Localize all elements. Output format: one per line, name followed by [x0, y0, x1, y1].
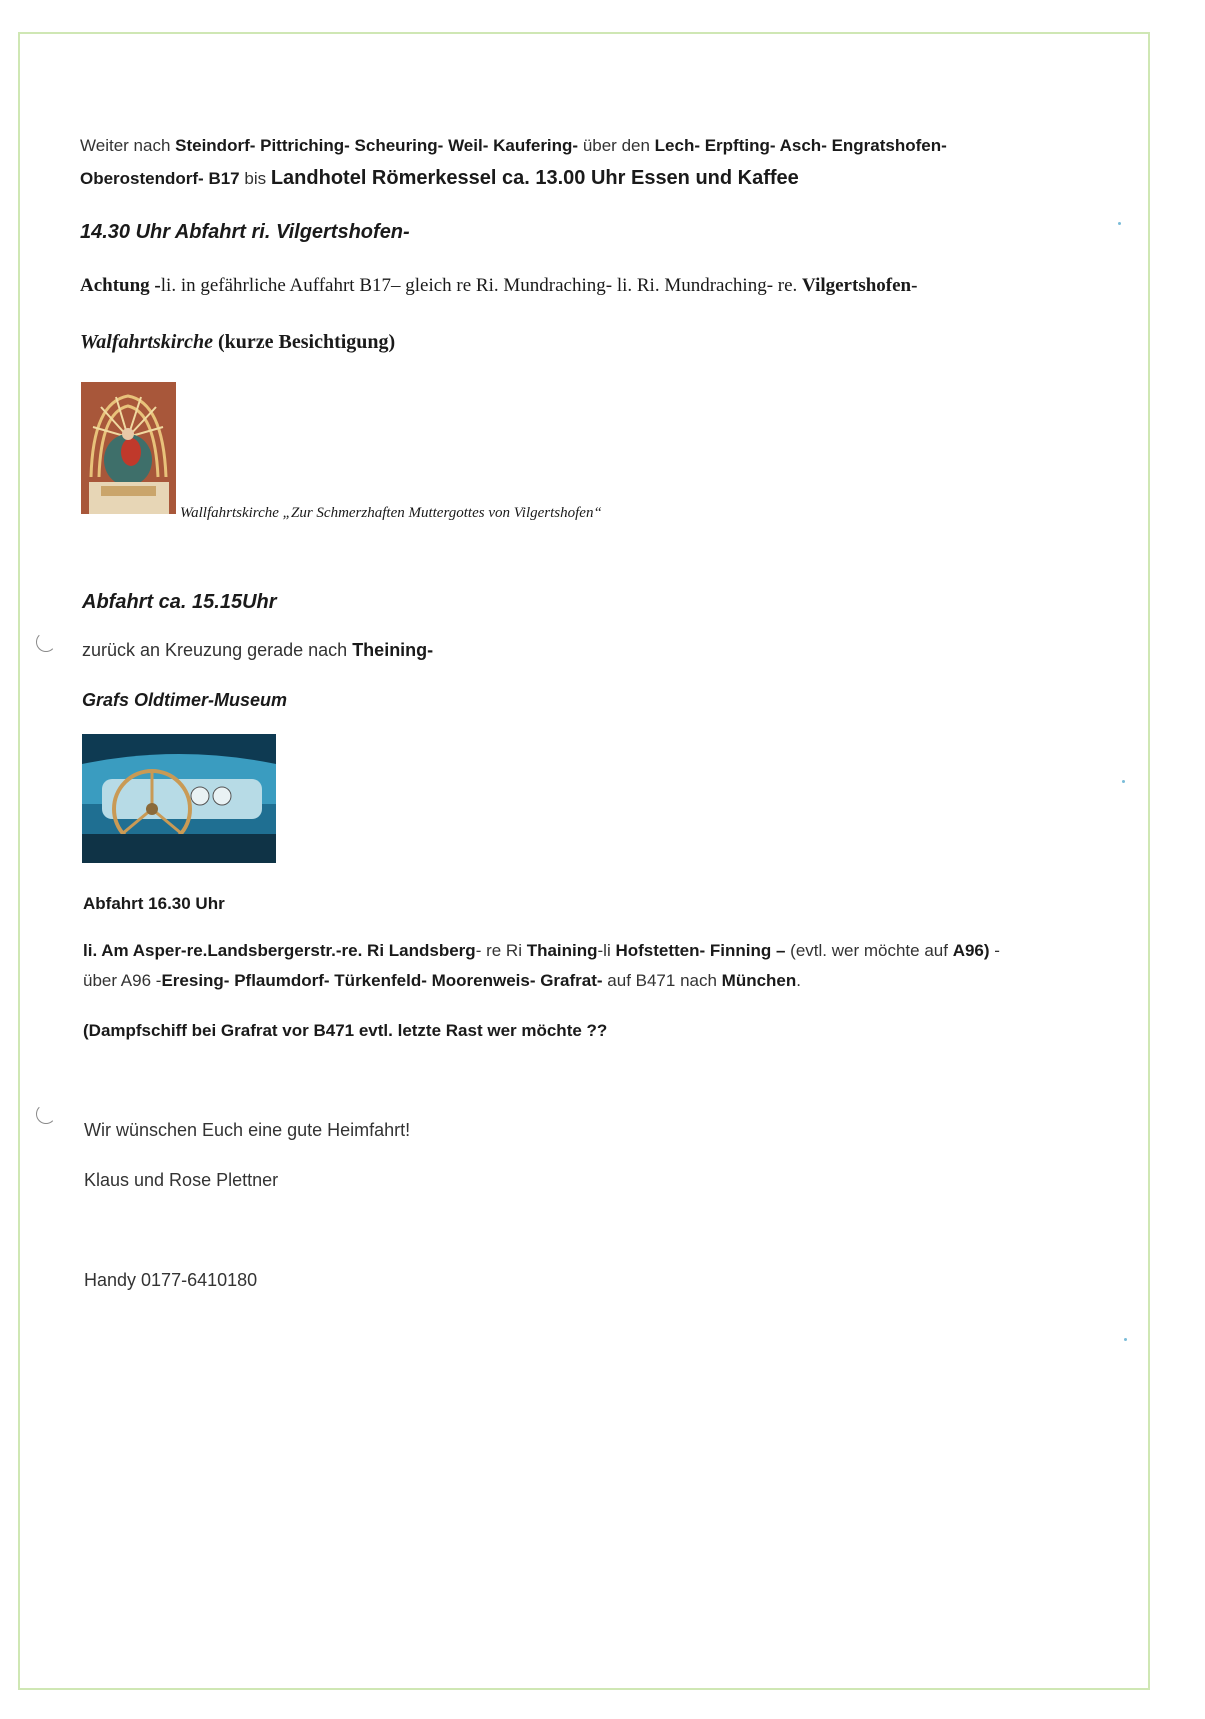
text-ueber-den: über den: [578, 136, 655, 155]
text-li: -li: [597, 941, 616, 960]
text-a96: A96): [952, 941, 990, 960]
route-line-zurueck: [82, 640, 433, 662]
scan-dot: [1118, 222, 1121, 225]
church-altar-image: [81, 382, 176, 514]
text-period: .: [796, 971, 801, 990]
text-evtl: (evtl. wer möchte auf: [785, 941, 953, 960]
text-re-ri: - re Ri: [475, 941, 527, 960]
scan-dot: [1122, 780, 1125, 783]
scan-mark: [36, 1104, 56, 1124]
route-line-2: [80, 166, 799, 190]
text-weiter-nach: Weiter nach: [80, 136, 176, 155]
phone-number: Handy 0177-6410180: [84, 1270, 258, 1290]
museum-heading: Grafs Oldtimer-Museum: [82, 690, 288, 710]
route-line-walfahrtskirche: [80, 330, 395, 354]
text-walfahrtskirche: Walfahrtskirche: [80, 331, 213, 353]
text-auf-b471: auf B471 nach: [602, 971, 722, 990]
church-image-caption: Wallfahrtskirche „Zur Schmerzhaften Muttergottes von Vilgertshofen“: [180, 505, 602, 521]
text-asper: li. Am Asper-re.Landsbergerstr.-re. Ri Landsberg: [83, 941, 476, 960]
text-places-2: Lech- Erpfting- Asch- Engratshofen-: [654, 136, 947, 155]
text-achtung: Achtung -: [80, 275, 161, 296]
text-places-1: Steindorf- Pittriching- Scheuring- Weil- Kaufering-: [175, 136, 579, 155]
route-line-asper: [83, 941, 1000, 961]
departure-heading-1430: 14.30 Uhr Abfahrt ri. Vilgertshofen-: [80, 221, 410, 243]
route-line-dampfschiff: (Dampfschiff bei Grafrat vor B471 evtl. letzte Rast wer möchte ??: [83, 1021, 608, 1040]
departure-heading-1515: Abfahrt ca. 15.15Uhr: [82, 591, 277, 613]
route-line-1: [80, 136, 947, 156]
text-vilgertshofen: Vilgertshofen-: [802, 275, 918, 296]
route-line-achtung: [80, 275, 917, 298]
text-dash: -: [989, 941, 1000, 960]
closing-signature: Klaus und Rose Plettner: [84, 1170, 279, 1190]
scan-mark: [36, 632, 56, 652]
text-thaining: Thaining: [526, 941, 598, 960]
closing-greeting: Wir wünschen Euch eine gute Heimfahrt!: [84, 1120, 411, 1140]
text-landhotel: Landhotel Römerkessel ca. 13.00 Uhr Essen und Kaffee: [270, 167, 799, 189]
text-eresing: Eresing- Pflaumdorf- Türkenfeld- Moorenweis- Grafrat-: [161, 971, 603, 990]
oldtimer-dashboard-image: [82, 734, 276, 863]
text-ueber-a96: über A96 -: [83, 971, 162, 990]
text-theining: Theining-: [352, 640, 434, 660]
text-zurueck: zurück an Kreuzung gerade nach: [82, 640, 353, 660]
text-auffahrt: li. in gefährliche Auffahrt B17– gleich re Ri. Mundraching- li. Ri. Mundraching- re.: [160, 275, 803, 296]
text-bis: bis: [239, 169, 271, 188]
scan-dot: [1124, 1338, 1127, 1341]
text-muenchen: München: [721, 971, 797, 990]
text-besichtigung: (kurze Besichtigung): [212, 331, 396, 353]
departure-heading-1630: Abfahrt 16.30 Uhr: [83, 894, 225, 913]
route-line-ueber-a96: [83, 971, 801, 991]
text-oberostendorf: Oberostendorf- B17: [80, 169, 240, 188]
text-hofstetten: Hofstetten- Finning –: [615, 941, 786, 960]
